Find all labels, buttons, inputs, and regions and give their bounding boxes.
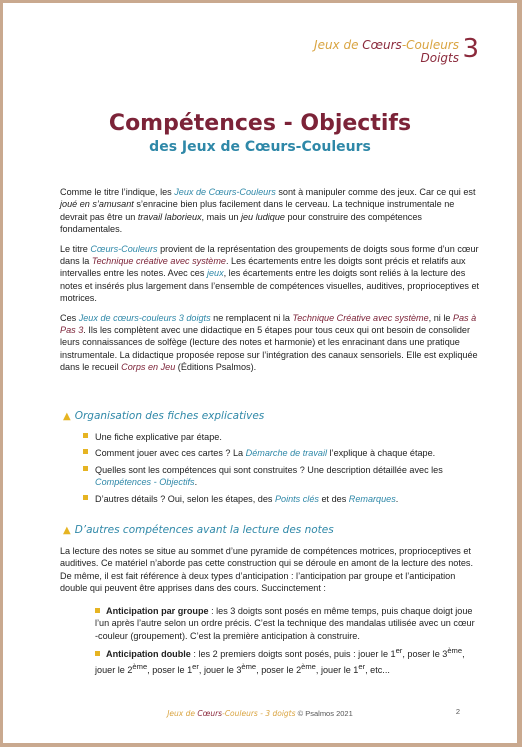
list-item: Anticipation double : les 2 premiers doigts sont posés, puis : jouer le 1er, poser le 3ème, jouer le 2ème, poser le 1er, jouer le 3ème, poser le 2ème, jouer le 1er, etc... [95,646,465,675]
square-bullet-icon [95,608,100,613]
list-item: D’autres détails ? Oui, selon les étapes, des Points clés et des Remarques. [83,493,483,505]
list-item: Quelles sont les compétences qui sont construites ? Une description détaillée avec les Compétences - Objectifs. [83,464,483,489]
list-item: Une fiche explicative par étape. [83,431,483,443]
warning-triangle-icon: ▲ [63,411,71,422]
square-bullet-icon [83,495,88,500]
intro-paragraphs [60,186,480,374]
section-heading: ▲ D’autres compétences avant la lecture des notes [63,524,334,536]
bullet-list [83,431,483,509]
square-bullet-icon [95,651,100,656]
header-text: Jeux de [314,38,363,52]
square-bullet-icon [83,433,88,438]
page [3,3,517,743]
section-heading: ▲ Organisation des fiches explicatives [63,410,265,422]
square-bullet-icon [83,449,88,454]
page-footer: Jeux de Cœurs-Couleurs - 3 doigts © Psalmos 2021 [167,709,353,718]
paragraph: Le titre Cœurs-Couleurs provient de la représentation des groupements de doigts sous forme d’un cœur dans la Technique créative avec système. Les écartements entre les doigts sont précis et relatifs aux intervalles entre les notes. Avec ces jeux, les écartements entre les doigts sont reliés à la lecture des notes et insérés plus largement dans l’ensemble de compétences visuelles, auditives, proprioceptives et motrices. [60,243,480,304]
header-doigts: Doigts [420,51,459,65]
page-title: Compétences - Objectifs [108,111,412,136]
header-text: - [401,38,407,52]
sub-list [95,605,480,679]
square-bullet-icon [83,466,88,471]
list-item: Comment jouer avec ces cartes ? La Démarche de travail l’explique à chaque étape. [83,447,483,459]
warning-triangle-icon: ▲ [63,525,71,536]
paragraph: Ces Jeux de cœurs-couleurs 3 doigts ne remplacent ni la Technique Créative avec système, ni le Pas à Pas 3. Ils les complètent avec une didactique en 5 étapes pour tous ceux qui ont besoin de consolider leurs connaissances de solfège (lecture des notes et harmonie) et les enracinant dans une pratique instrumentale. La didactique proposée repose sur l’intégration des canaux sensoriels. Elle est expliquée dans le recueil Corps en Jeu (Éditions Psalmos). [60,312,478,373]
page-number: 2 [455,707,460,716]
header-number: 3 [462,34,479,64]
running-header [314,34,479,65]
paragraph: La lecture des notes se situe au sommet d’une pyramide de compétences motrices, proprioceptives et auditives. Ce matériel n’aborde pas cette construction qui se déroule en amont de la lecture des notes. De même, il est fait référence à deux types d’anticipation : l’anticipation par groupe et l’anticipation double qui peuvent être apprises dans des cours. Succinctement : [60,546,473,594]
list-item: Anticipation par groupe : les 3 doigts sont posés en même temps, puis chaque doigt joue l’un après l’autre selon un ordre précis. C’est la technique des mandalas utilisée avec un cœur -couleur (groupement). C’est la première anticipation à construire. [95,606,475,641]
page-subtitle: des Jeux de Cœurs-Couleurs [149,139,371,155]
paragraph: Comme le titre l’indique, les Jeux de Cœurs-Couleurs sont à manipuler comme des jeux. Car ce qui est joué en s’amusant s’enracine bien plus facilement dans le cerveau. La technique instrumentale ne devrait pas être un travail laborieux, mais un jeu ludique pour construire des compétences fondamentales. [60,187,476,235]
header-text: Cœurs [362,38,402,52]
header-text: Couleurs [406,38,459,52]
